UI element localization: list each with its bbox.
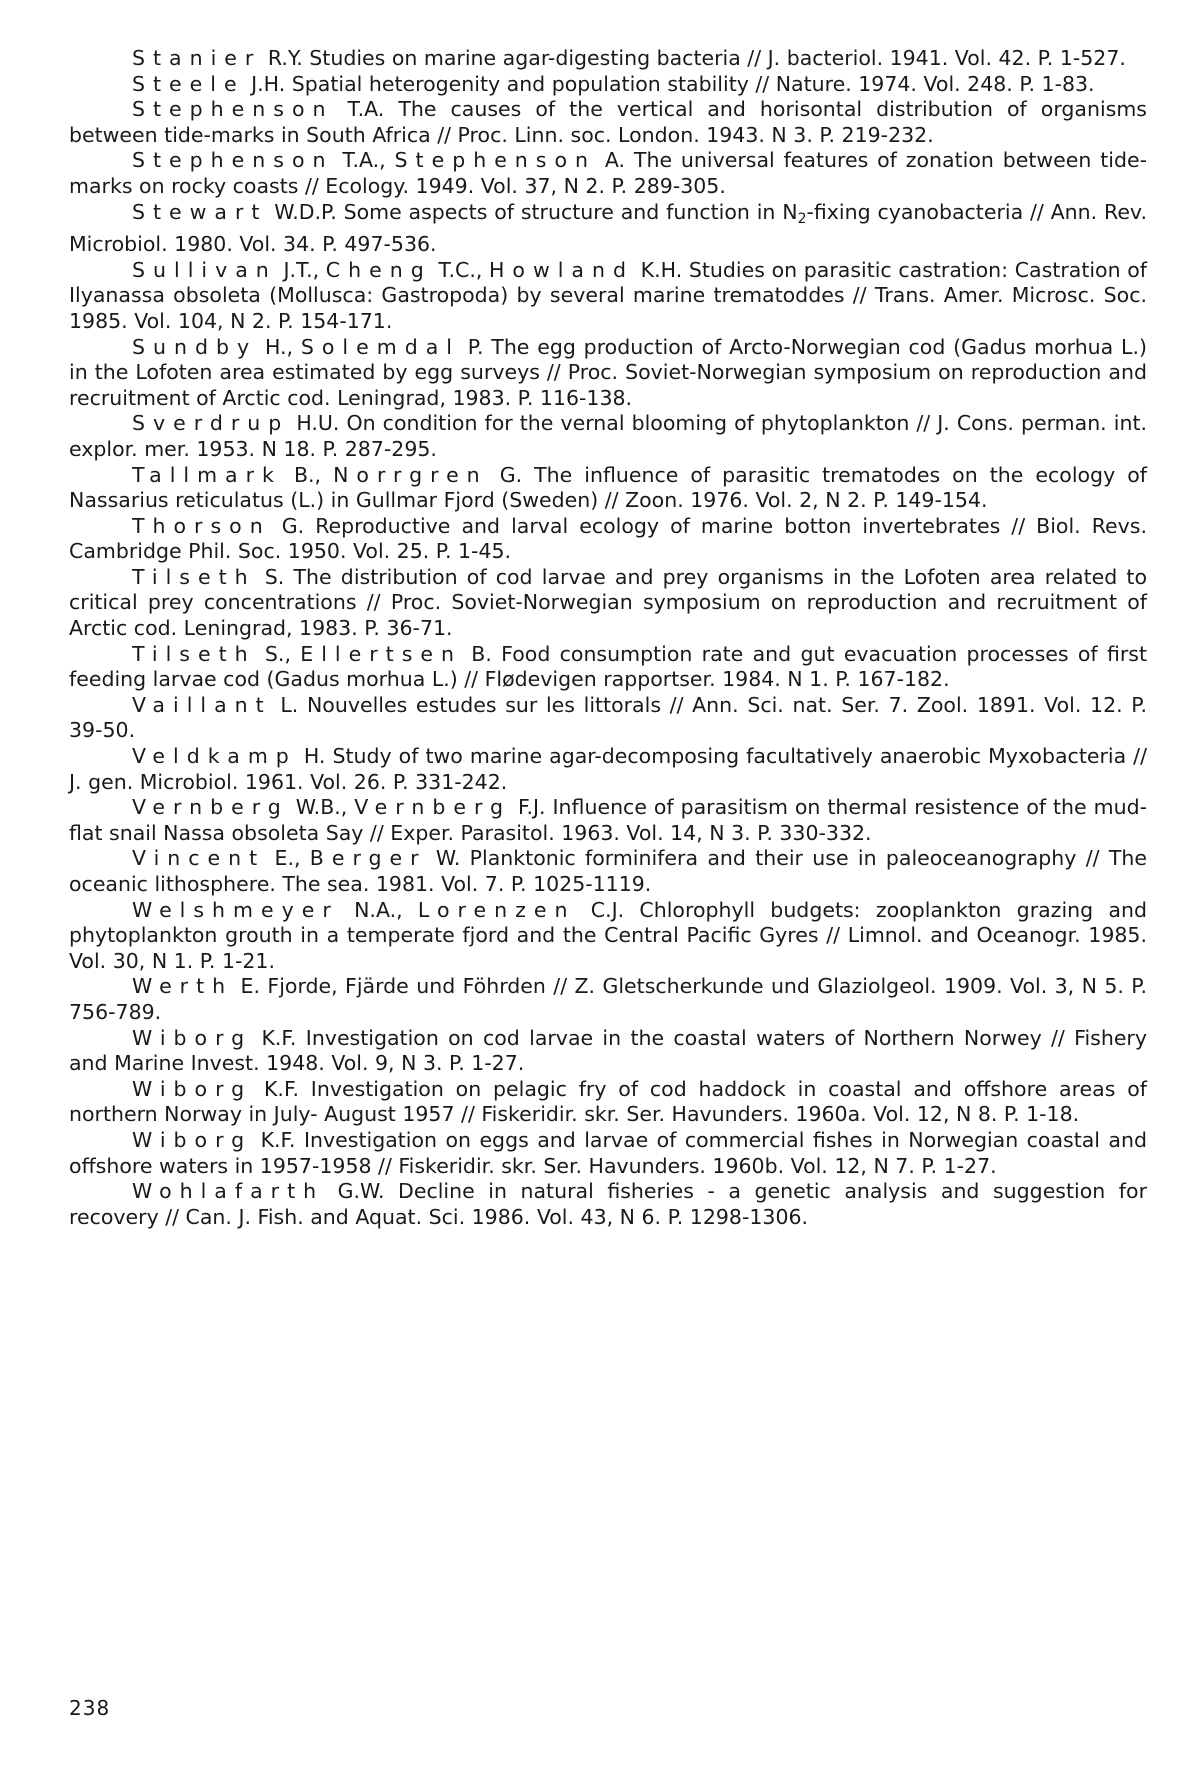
reference-entry (69, 795, 1147, 846)
reference-author: Vernberg (132, 795, 289, 819)
reference-details: K.F. Investigation on eggs and larvae of commercial fishes in Norwegian coastal and offshore waters in 1957-1958 // Fiskeridir. skr. Ser. Havunders. 1960b. Vol. 12, N 7. P. 1-27. (69, 1128, 1147, 1178)
reference-author: Stewart (132, 200, 267, 224)
reference-author: Stephenson (132, 148, 334, 172)
reference-author: Sverdrup (132, 411, 289, 435)
reference-entry (69, 846, 1147, 897)
reference-details: G. Reproductive and larval ecology of marine botton invertebrates // Biol. Revs. Cambridge Phil. Soc. 1950. Vol. 25. P. 1-45. (69, 514, 1147, 564)
reference-details: H.U. On condition for the vernal blooming of phytoplankton // J. Cons. perman. int. explor. mer. 1953. N 18. P. 287-295. (69, 411, 1147, 461)
reference-entry (69, 46, 1147, 72)
reference-details: B. Food consumption rate and gut evacuation processes of first feeding larvae cod (Gadus morhua L.) // Flødevigen rapportser. 1984. N 1. P. 167-182. (69, 642, 1147, 692)
reference-details: H. Study of two marine agar-decomposing facultatively anaerobic Myxobacteria // J. gen. Microbiol. 1961. Vol. 26. P. 331-242. (69, 744, 1147, 794)
reference-coauthor: Ellertsen (300, 642, 462, 666)
reference-entry (69, 514, 1147, 565)
reference-details: W. Planktonic forminifera and their use in paleoceanography // The oceanic lithosphere. The sea. 1981. Vol. 7. P. 1025-1119. (69, 846, 1147, 896)
reference-details: A. The universal features of zonation between tide-marks on rocky coasts // Ecology. 1949. Vol. 37, N 2. P. 289-305. (69, 148, 1147, 198)
reference-author: Stephenson (132, 97, 334, 121)
reference-details: B., (282, 463, 333, 487)
reference-details: W.B., (289, 795, 354, 819)
reference-entry (69, 693, 1147, 744)
reference-coauthor: Howland (489, 258, 634, 282)
reference-author: Wiborg (132, 1026, 252, 1050)
reference-author: Vaillant (132, 693, 272, 717)
reference-entry (69, 97, 1147, 148)
reference-author: Stanier (132, 46, 261, 70)
reference-entry (69, 335, 1147, 412)
reference-author: Sullivan (132, 258, 277, 282)
reference-details: P. The egg production of Arcto-Norwegian cod (Gadus morhua L.) in the Lofoten area estimated by egg surveys // Proc. Soviet-Norwegian symposium on reproduction and recruitment of Arctic cod. Leningrad, 1983. P. 116-138. (69, 335, 1147, 410)
reference-entry (69, 974, 1147, 1025)
reference-details: C.J. Chlorophyll budgets: zooplankton grazing and phytoplankton grouth in a temperate fjord and the Central Pacific Gyres // Limnol. and Oceanogr. 1985. Vol. 30, N 1. P. 1-21. (69, 898, 1147, 973)
reference-details: F.J. Influence of parasitism on thermal resistence of the mud-flat snail Nassa obsoleta Say // Exper. Parasitol. 1963. Vol. 14, N 3. P. 330-332. (69, 795, 1147, 845)
reference-coauthor: Berger (310, 846, 427, 870)
reference-entry (69, 148, 1147, 199)
reference-author: Tilseth (132, 565, 256, 589)
reference-entry (69, 200, 1147, 258)
reference-entry (69, 744, 1147, 795)
reference-list (69, 46, 1147, 1230)
reference-details: R.Y. Studies on marine agar-digesting bacteria // J. bacteriol. 1941. Vol. 42. P. 1-527. (261, 46, 1126, 70)
reference-details: W.D.P. Some aspects of structure and function in N (267, 200, 797, 224)
reference-author: Wiborg (132, 1077, 252, 1101)
reference-author: Thorson (132, 514, 271, 538)
reference-details: K.H. Studies on parasitic castration: Castration of Ilyanassa obsoleta (Mollusca: Gastropoda) by several marine trematoddes // Trans. Amer. Microsc. Soc. 1985. Vol. 104, N 2. P. 154-171. (69, 258, 1147, 333)
page-number: 238 (69, 1696, 110, 1720)
reference-author: Tallmark (132, 463, 282, 487)
reference-author: Steele (132, 72, 245, 96)
reference-coauthor: Cheng (326, 258, 432, 282)
reference-details: T.C., (432, 258, 489, 282)
reference-details: K.F. Investigation on pelagic fry of cod haddock in coastal and offshore areas of northern Norway in July- August 1957 // Fiskeridir. skr. Ser. Havunders. 1960a. Vol. 12, N 8. P. 1-18. (69, 1077, 1147, 1127)
reference-author: Tilseth (132, 642, 256, 666)
reference-author: Werth (132, 974, 233, 998)
subscript: 2 (798, 211, 807, 227)
reference-details: L. Nouvelles estudes sur les littorals // Ann. Sci. nat. Ser. 7. Zool. 1891. Vol. 12. P. 39-50. (69, 693, 1147, 743)
reference-details: -fixing cyanobacteria // Ann. Rev. Microbiol. 1980. Vol. 34. P. 497-536. (69, 200, 1147, 257)
reference-coauthor: Vernberg (354, 795, 511, 819)
reference-details: S. The distribution of cod larvae and prey organisms in the Lofoten area related to critical prey concentrations // Proc. Soviet-Norwegian symposium on reproduction and recruitment of Arctic cod. Leningrad, 1983. P. 36-71. (69, 565, 1147, 640)
reference-details: N.A., (339, 898, 418, 922)
reference-author: Veldkamp (132, 744, 297, 768)
reference-author: Wohlafarth (132, 1179, 324, 1203)
reference-entry (69, 72, 1147, 98)
reference-author: Sundby (132, 335, 257, 359)
reference-details: S., (256, 642, 301, 666)
reference-coauthor: Lorenzen (418, 898, 576, 922)
reference-details: G. The influence of parasitic trematodes on the ecology of Nassarius reticulatus (L.) in Gullmar Fjord (Sweden) // Zoon. 1976. Vol. 2, N 2. P. 149-154. (69, 463, 1147, 513)
reference-entry (69, 1026, 1147, 1077)
reference-coauthor: Stephenson (395, 148, 597, 172)
reference-details: G.W. Decline in natural fisheries - a genetic analysis and suggestion for recovery // Can. J. Fish. and Aquat. Sci. 1986. Vol. 43, N 6. P. 1298-1306. (69, 1179, 1147, 1229)
reference-entry (69, 898, 1147, 975)
reference-entry (69, 1128, 1147, 1179)
reference-entry (69, 463, 1147, 514)
reference-details: H., (257, 335, 301, 359)
reference-entry (69, 1077, 1147, 1128)
reference-entry (69, 258, 1147, 335)
reference-entry (69, 565, 1147, 642)
reference-coauthor: Solemdal (301, 335, 460, 359)
reference-entry (69, 411, 1147, 462)
reference-details: J.T., (277, 258, 326, 282)
reference-details: T.A. The causes of the vertical and horisontal distribution of organisms between tide-marks in South Africa // Proc. Linn. soc. London. 1943. N 3. P. 219-232. (69, 97, 1147, 147)
reference-author: Wiborg (132, 1128, 252, 1152)
reference-author: Vincent (132, 846, 265, 870)
reference-author: Welshmeyer (132, 898, 339, 922)
reference-details: T.A., (334, 148, 395, 172)
reference-coauthor: Norrgren (333, 463, 488, 487)
reference-details: J.H. Spatial heterogenity and population stability // Nature. 1974. Vol. 248. P. 1-83. (245, 72, 1095, 96)
reference-entry (69, 642, 1147, 693)
reference-details: K.F. Investigation on cod larvae in the coastal waters of Northern Norwey // Fishery and Marine Invest. 1948. Vol. 9, N 3. P. 1-27. (69, 1026, 1147, 1076)
reference-details: E. Fjorde, Fjärde und Föhrden // Z. Gletscherkunde und Glaziolgeol. 1909. Vol. 3, N 5. P. 756-789. (69, 974, 1147, 1024)
reference-entry (69, 1179, 1147, 1230)
reference-details: E., (265, 846, 310, 870)
